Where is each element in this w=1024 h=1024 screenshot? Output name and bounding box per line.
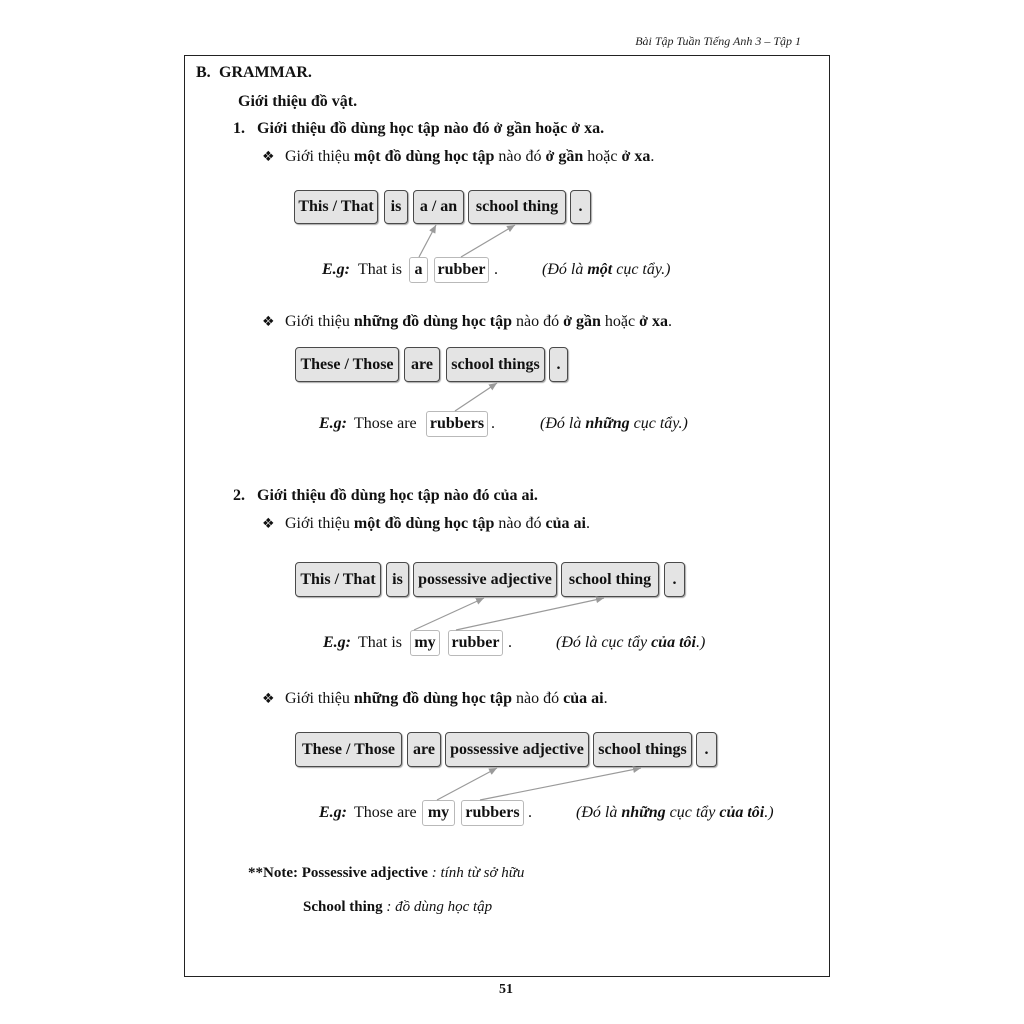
pattern-period: . [549,347,568,382]
example-label: E.g: [319,804,347,821]
bullet-text-emphasis: ở xa [639,313,668,330]
translation-emphasis: của tôi [651,634,696,651]
example-word-noun: rubbers [461,800,524,826]
bullet-text: hoặc [600,313,640,330]
bullet-text: nào đó [512,690,564,707]
pattern-demonstrative: These / Those [295,347,399,382]
example-translation [556,630,705,656]
pattern-verb: are [407,732,441,767]
pattern-noun: school thing [561,562,659,597]
part-2-plural-bullet [262,689,608,709]
part-2-singular-bullet [262,514,590,534]
translation-emphasis: những [585,415,630,432]
pattern-noun: school thing [468,190,566,224]
bullet-text: . [667,313,672,330]
pattern-row-plural-possessive [0,732,1024,767]
diamond-bullet-icon: ❖ [262,314,275,330]
example-row-plural-possessive [0,800,1024,826]
bullet-text: nào đó [512,313,564,330]
example-label: E.g: [319,415,347,432]
example-word-noun: rubber [448,630,503,656]
part-1-heading [233,119,604,139]
example-lead: Those are [354,804,417,821]
note-meaning: : đồ dùng học tập [382,899,493,915]
bullet-text: . [585,515,590,532]
bullet-text-emphasis: của ai [563,690,604,707]
translation-text: (Đó là [542,261,588,278]
page-number: 51 [499,982,513,997]
translation-text: .) [764,804,774,821]
translation-text: .) [695,634,706,651]
example-lead: Those are [354,415,417,432]
bullet-text-emphasis: của ai [545,515,586,532]
part-1-singular-bullet [262,147,654,167]
example-end-period: . [528,804,532,821]
pattern-period: . [664,562,685,597]
pattern-possessive-adjective: possessive adjective [445,732,589,767]
example-word-article: a [409,257,428,283]
note-term: **Note: Possessive adjective [248,865,428,881]
note-meaning: : tính từ sở hữu [427,865,525,881]
bullet-text-emphasis: những đồ dùng học tập [353,313,513,330]
part-2-title: Giới thiệu đồ dùng học tập nào đó của ai. [257,487,538,504]
pattern-verb: is [386,562,409,597]
translation-text: cục tẩy.) [612,261,671,278]
diamond-bullet-icon: ❖ [262,516,275,532]
bullet-text-emphasis: những đồ dùng học tập [353,690,513,707]
bullet-text-emphasis: một đồ dùng học tập [353,148,495,165]
pattern-row-plural-near-far [0,347,1024,382]
note-possessive-adjective [248,864,524,882]
bullet-text: Giới thiệu [285,313,354,330]
part-1-number: 1. [233,120,245,137]
bullet-text-emphasis: ở xa [621,148,651,165]
bullet-text: Giới thiệu [285,148,354,165]
example-translation [542,257,670,283]
pattern-period: . [696,732,717,767]
pattern-period: . [570,190,591,224]
pattern-article: a / an [413,190,464,224]
bullet-text: . [650,148,655,165]
translation-text: cục tẩy [665,804,720,821]
example-word-possessive: my [410,630,440,656]
pattern-demonstrative: This / That [295,562,381,597]
example-label: E.g: [323,634,351,651]
bullet-text: nào đó [494,148,546,165]
diamond-bullet-icon: ❖ [262,149,275,165]
diamond-bullet-icon: ❖ [262,691,275,707]
section-letter: B. [196,64,211,81]
example-label: E.g: [322,261,350,278]
bullet-text: nào đó [494,515,546,532]
section-title: GRAMMAR. [219,64,312,81]
translation-text: (Đó là cục tẩy [556,634,652,651]
bullet-text-emphasis: ở gần [545,148,584,165]
bullet-text-emphasis: một đồ dùng học tập [353,515,495,532]
part-1-plural-bullet [262,312,672,332]
bullet-text: Giới thiệu [285,690,354,707]
translation-emphasis: những [621,804,666,821]
example-end-period: . [491,415,495,432]
example-word-noun: rubber [434,257,489,283]
example-row-singular-possessive [0,630,1024,656]
example-lead: That is [358,634,402,651]
translation-text: (Đó là [576,804,622,821]
example-row-singular-near-far [0,257,1024,283]
pattern-demonstrative: These / Those [295,732,402,767]
example-end-period: . [494,261,498,278]
example-word-possessive: my [422,800,455,826]
pattern-row-singular-near-far [0,190,1024,224]
translation-emphasis: của tôi [719,804,765,821]
example-translation [576,800,774,826]
example-row-plural-near-far [0,411,1024,437]
section-heading [196,63,312,83]
translation-emphasis: một [587,261,613,278]
pattern-noun: school things [593,732,692,767]
pattern-noun: school things [446,347,545,382]
note-term: School thing [303,899,383,915]
part-2-number: 2. [233,487,245,504]
running-header: Bài Tập Tuần Tiếng Anh 3 – Tập 1 [635,34,801,48]
pattern-demonstrative: This / That [294,190,378,224]
pattern-verb: are [404,347,440,382]
pattern-possessive-adjective: possessive adjective [413,562,557,597]
example-translation [540,411,688,437]
example-word-noun: rubbers [426,411,488,437]
pattern-row-singular-possessive [0,562,1024,597]
bullet-text-emphasis: ở gần [563,313,601,330]
example-lead: That is [358,261,402,278]
part-1-title: Giới thiệu đồ dùng học tập nào đó ở gần hoặc ở xa. [257,120,605,137]
bullet-text: . [603,690,608,707]
topic-title: Giới thiệu đồ vật. [238,93,358,110]
bullet-text: hoặc [583,148,622,165]
pattern-verb: is [384,190,408,224]
bullet-text: Giới thiệu [285,515,354,532]
example-end-period: . [508,634,512,651]
translation-text: (Đó là [540,415,586,432]
translation-text: cục tẩy.) [629,415,688,432]
note-school-thing [303,898,492,916]
part-2-heading [233,486,538,506]
